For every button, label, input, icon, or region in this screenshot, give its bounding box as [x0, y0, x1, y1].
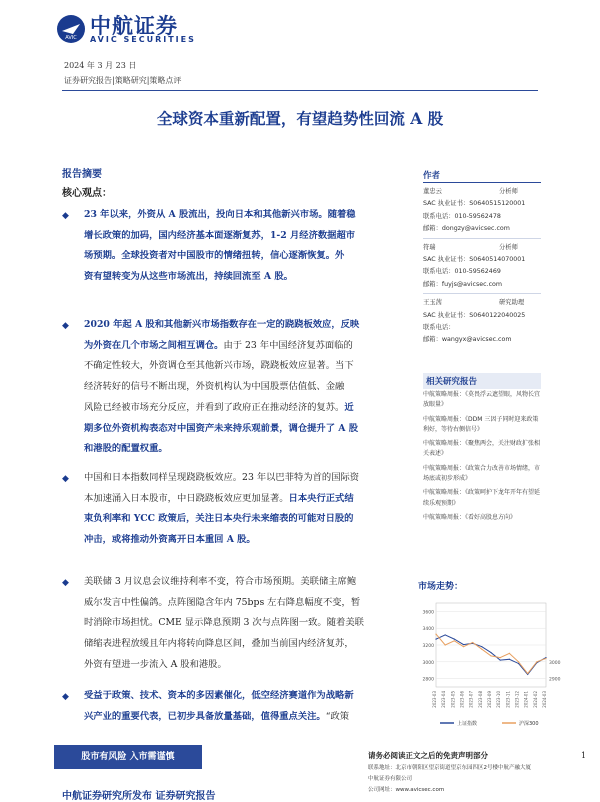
data-point: [545, 658, 546, 659]
bullet-icon: ◆: [62, 578, 69, 588]
x-tick-label: 2023-04: [441, 691, 447, 708]
data-point: [481, 646, 482, 647]
author-email: 邮箱：wangyx@avicsec.com: [423, 336, 512, 344]
data-point: [445, 634, 446, 635]
paragraph-line: [84, 634, 410, 655]
authors-list: [423, 186, 541, 349]
data-point: [527, 673, 528, 674]
bold-text: 增长政策的加码，国内经济基本面逐渐复苏，1-2 月经济数据超市: [84, 229, 356, 241]
y-tick-label-right: 2900: [549, 677, 561, 683]
data-point: [435, 633, 436, 634]
breadcrumb: 证券研究报告|策略研究|策略点评: [64, 76, 182, 85]
author-sac: SAC 执业证书：S0640514070001: [423, 255, 526, 263]
paragraph: [84, 315, 410, 460]
x-tick-label: 2023-08: [477, 691, 483, 708]
author-name: 董忠云: [423, 188, 442, 195]
core-view-label: 核心观点：: [62, 188, 112, 199]
author-block: [423, 297, 541, 347]
paragraph-line: [84, 593, 410, 614]
company-line: 中航证券有限公司: [368, 776, 413, 782]
paragraph-line: [84, 356, 410, 377]
x-tick-label: 2023-12: [514, 691, 520, 708]
bold-text: 资有望转变为从这些市场流出，持续回流至 A 股。: [84, 271, 293, 283]
x-tick-label: 2023-03: [432, 691, 437, 708]
series-line: [436, 634, 546, 673]
author-sac: SAC 执业证书：S0640122040025: [423, 311, 526, 319]
authors-divider: [423, 182, 541, 183]
related-report-item[interactable]: 中航策略周报：《看好高股息方向》: [423, 513, 517, 521]
data-point: [463, 644, 464, 645]
paragraph-line: [84, 509, 410, 530]
x-tick-label: 2023-06: [459, 691, 465, 708]
y-tick-label: 3400: [422, 627, 434, 633]
data-point: [454, 640, 455, 641]
paragraph-line: [84, 377, 410, 398]
paragraph-line: [84, 226, 410, 247]
related-report-item[interactable]: 中航策略周报：《莫畏浮云遮望眼，风物长宜放眼量》: [423, 391, 541, 409]
x-tick-label: 2024-02: [532, 691, 538, 708]
related-list: [423, 390, 541, 527]
author-name: 王玉茜: [423, 299, 442, 307]
bold-text: 束负利率和 YCC 政策后，关注日本央行未来缩表的可能对日股的: [84, 513, 354, 525]
page-title: 全球资本重新配置，有望趋势性回流 A 股: [156, 109, 444, 128]
bold-text: 冲击，或将推动外资离开日本重回 A 股。: [84, 534, 256, 546]
x-tick-label: 2023-10: [496, 691, 502, 708]
body-text: 本加速涌入日本股市，中日跷跷板效应更加显著。: [84, 492, 289, 504]
author-sac: SAC 执业证书：S0640515120001: [423, 200, 526, 208]
paragraph: [84, 686, 410, 727]
paragraph-line: [84, 419, 410, 440]
data-point: [500, 660, 501, 661]
related-heading: 相关研究报告: [423, 373, 541, 389]
paragraph-line: [84, 655, 410, 676]
paragraph-line: [84, 468, 410, 489]
summary-heading: 报告摘要: [62, 169, 102, 180]
author-phone: 联系电话：010-59562478: [423, 212, 501, 220]
paragraph-line: [84, 530, 410, 551]
body-text: 时消除市场担忧。CME 显示降息预期 3 次与点阵图一致。随着美联: [84, 617, 364, 629]
author-role: 分析师: [499, 188, 518, 195]
author-block: [423, 186, 541, 239]
data-point: [435, 639, 436, 640]
data-point: [454, 639, 455, 640]
risk-warning: 股市有风险 入市需谨慎: [54, 745, 202, 769]
author-name-row: [423, 297, 541, 309]
x-tick-label: 2024-01: [523, 691, 529, 708]
legend-label: 沪深300: [519, 721, 539, 727]
data-point: [481, 649, 482, 650]
paragraph-line: [84, 267, 410, 288]
logo-icon: [56, 14, 86, 44]
author-email: 邮箱：dongzy@avicsec.com: [423, 225, 510, 233]
x-tick-label: 2024-03: [542, 691, 547, 708]
y-tick-label: 2800: [422, 677, 434, 683]
y-tick-label-right: 3000: [549, 660, 561, 666]
data-point: [463, 646, 464, 647]
report-date: 2024 年 3 月 23 日: [64, 61, 137, 70]
bullet-icon: ◆: [62, 321, 69, 331]
related-report-item[interactable]: 中航策略周报：《政策呵护下龙年开年有望延续乐观预期》: [423, 489, 541, 507]
series-line: [436, 635, 546, 674]
body-text: 外资有望进一步流入 A 股和港股。: [84, 658, 227, 670]
paragraph-line: [84, 336, 410, 357]
author-phone: 联系电话：010-59562469: [423, 268, 501, 276]
bold-text: 近: [344, 401, 354, 413]
data-point: [490, 655, 491, 656]
paragraph-line: [84, 205, 410, 226]
body-text: 美联储 3 月议息会议维持利率不变，符合市场预期。美联储主席鲍: [84, 576, 357, 587]
address-line: 联系地址：北京市朝阳区望京街道望京东园四区2号楼中航产融大厦: [368, 765, 532, 771]
y-tick-label: 3000: [422, 660, 434, 666]
bold-text: 受益于政策、技术、资本的多因素催化，低空经济赛道作为战略新: [84, 690, 354, 701]
paragraph-line: [84, 489, 410, 510]
paragraph: [84, 468, 410, 551]
svg-text:AVIC: AVIC: [65, 35, 77, 41]
bold-text: 23 年以来，外资从 A 股流出，投向日本和其他新兴市场。随着稳: [84, 209, 356, 220]
paragraph-line: [84, 246, 410, 267]
bold-text: 为外资在几个市场之间相互调仓。: [84, 339, 224, 351]
x-tick-label: 2023-07: [468, 691, 474, 708]
y-tick-label: 3200: [422, 644, 434, 649]
paragraph-line: [84, 686, 410, 707]
author-divider: [423, 293, 541, 294]
data-point: [518, 661, 519, 662]
paragraph-line: [84, 439, 410, 460]
brand-name-en: AVIC SECURITIES: [90, 35, 196, 44]
body-text: 风险已经被市场充分反应，并看到了政府正在推动经济的复苏。: [84, 401, 345, 413]
x-tick-label: 2023-09: [487, 691, 492, 708]
legend-label: 上证指数: [457, 721, 478, 727]
body-text: 经济转好的信号不断出现，外资机构认为中国股票估值低、金融: [84, 381, 345, 393]
bullet-icon: ◆: [62, 211, 69, 221]
body-text: 威尔发言中性偏鸽。点阵图隐含年内 75bps 左右降息幅度不变，暂: [84, 596, 361, 608]
disclaimer-note: 请务必阅读正文之后的免责声明部分: [368, 751, 488, 760]
bold-text: 和港股的配置权重。: [84, 443, 168, 455]
data-point: [536, 661, 537, 662]
author-phone: 联系电话：: [423, 323, 455, 331]
author-role: 研究助理: [499, 299, 525, 307]
page-number: 1: [581, 751, 587, 760]
data-point: [500, 657, 501, 658]
paragraph: [84, 572, 410, 676]
data-point: [445, 644, 446, 645]
author-role: 分析师: [499, 243, 518, 251]
body-text: 储缩表进程放缓且年内将转向降息区间，叠加当前国内经济复苏，: [84, 638, 354, 650]
paragraph-line: [84, 572, 410, 593]
market-trend-chart: [416, 595, 584, 737]
body-text: 不确定性较大，外资调仓至其他新兴市场，跷跷板效应显著。当下: [84, 360, 354, 372]
bullet-icon: ◆: [62, 692, 69, 702]
header-divider: [62, 90, 538, 91]
bold-text: 日本央行正式结: [288, 492, 354, 504]
paragraph: [84, 205, 410, 288]
author-name-row: [423, 186, 541, 198]
data-point: [509, 653, 510, 654]
paragraph-line: [84, 613, 410, 634]
bold-text: 兴产业的重要代表，已初步具备放量基础，值得重点关注。: [84, 710, 326, 722]
related-report-item[interactable]: 中航策略周报：《聚焦两会，关注财政扩张相关表述》: [423, 440, 541, 458]
chart-title: 市场走势：: [418, 582, 464, 592]
bold-text: 期多位外资机构表态对中国资产未来持乐观前景，调仓提升了 A 股: [84, 422, 358, 434]
bold-text: 2020 年起 A 股和其他新兴市场指数存在一定的跷跷板效应，反映: [84, 319, 360, 330]
author-email: 邮箱：fuyjs@avicsec.com: [423, 280, 503, 288]
website-line: 公司网址：www.avicsec.com: [368, 787, 445, 793]
data-point: [472, 642, 473, 643]
brand-name-cn: 中航证券: [90, 14, 178, 38]
x-tick-label: 2023-05: [450, 691, 456, 708]
author-name: 符瑞: [423, 243, 436, 251]
related-report-item[interactable]: 中航策略周报：《政策合力改善市场情绪，市场底或初步形成》: [423, 464, 541, 483]
data-point: [490, 652, 491, 653]
paragraph-line: [84, 707, 410, 728]
author-divider: [423, 238, 541, 239]
publisher-line: 中航证券研究所发布 证券研究报告: [62, 791, 216, 802]
author-name-row: [423, 242, 541, 254]
bold-text: 场预期。全球投资者对中国股市的情绪扭转，信心逐渐恢复。外: [84, 250, 345, 262]
data-point: [509, 659, 510, 660]
authors-heading: 作者: [423, 171, 441, 181]
related-report-item[interactable]: 中航策略周报：《DDM 三因子同时迎来政策利好，等待右侧信号》: [423, 415, 539, 433]
body-text: “政策: [325, 710, 350, 722]
x-tick-label: 2023-11: [505, 691, 511, 708]
paragraph-line: [84, 315, 410, 336]
body-text: 中国和日本指数同样呈现跷跷板效应。23 年以巴菲特为首的国际资: [84, 472, 360, 483]
bullet-icon: ◆: [62, 474, 69, 484]
paragraph-line: [84, 398, 410, 419]
body-text: 由于 23 年中国经济复苏面临的: [223, 339, 353, 351]
author-block: [423, 242, 541, 295]
y-tick-label: 3600: [422, 610, 434, 616]
